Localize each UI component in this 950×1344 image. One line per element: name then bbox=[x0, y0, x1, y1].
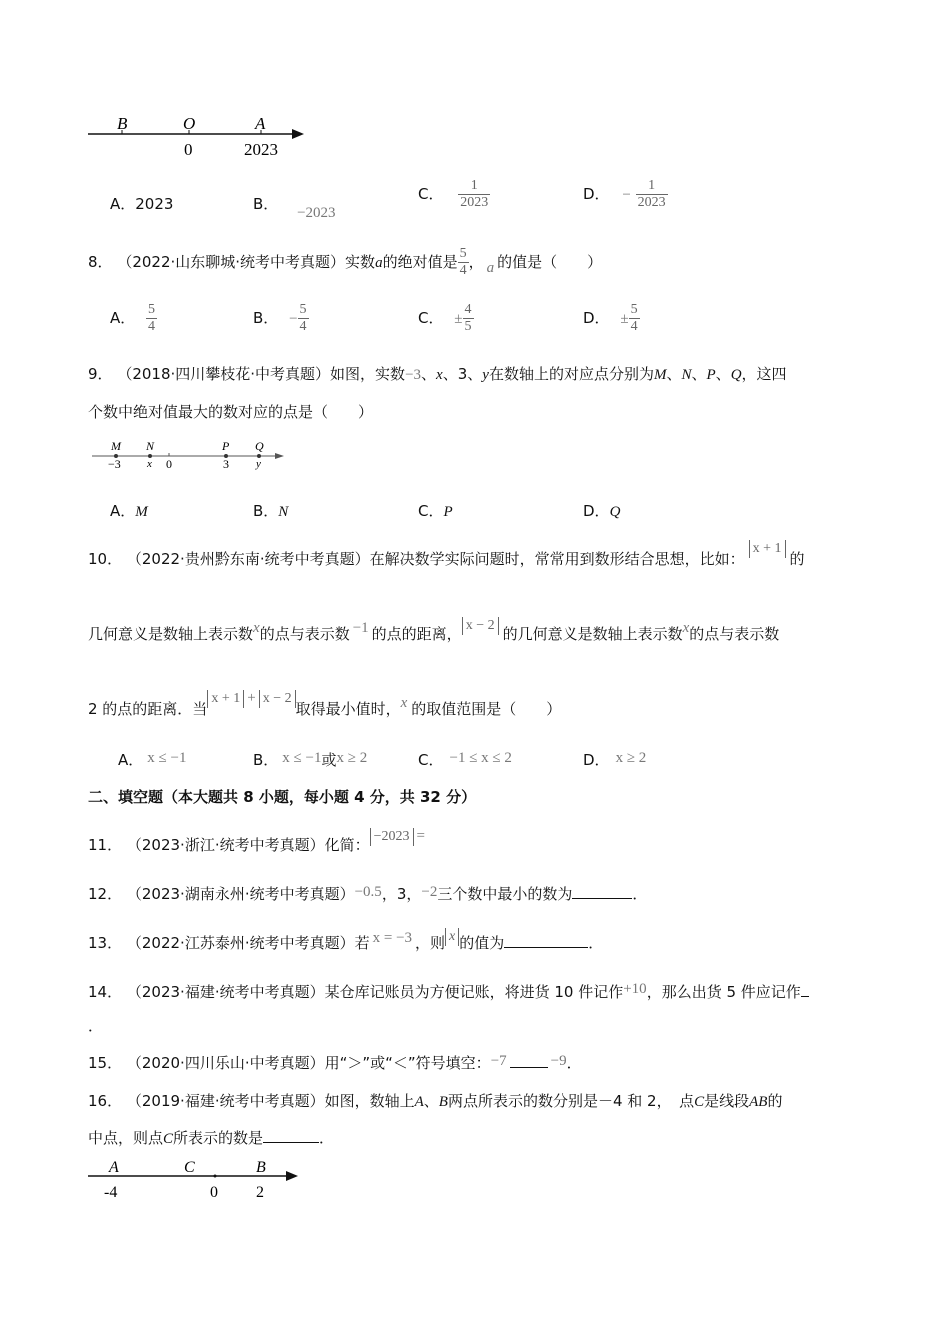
q7-option-d[interactable]: D． − $\frac{1}{2023}$ bbox=[583, 178, 666, 210]
q7-option-b-value: −2023 bbox=[297, 205, 336, 221]
q16-axis-label-c: C bbox=[184, 1159, 195, 1176]
q10-option-a[interactable]: A． x ≤ −1 bbox=[118, 750, 187, 769]
q9-point-q: Q bbox=[255, 439, 264, 453]
q16-number: 16． bbox=[88, 1092, 123, 1110]
q9-tick-y: y bbox=[256, 458, 261, 470]
q8-option-c[interactable]: C． ± $\frac{4}{5}$ bbox=[418, 302, 472, 334]
q8-fraction: $\frac{5}{4}$ bbox=[459, 246, 467, 278]
q9-tick-3: 3 bbox=[223, 457, 229, 471]
q16-axis-tick-m4: -4 bbox=[104, 1184, 118, 1201]
q9-option-d[interactable]: D．Q bbox=[583, 502, 621, 520]
q10-stem-line1: 10． （2022·贵州黔东南·统考中考真题）在解决数学实际问题时，常常用到数形结合思想，比如：x + 1的 bbox=[88, 541, 805, 568]
q9-source: （2018·四川攀枝花·中考真题） bbox=[117, 365, 331, 383]
q7-axis-label-o: O bbox=[183, 114, 196, 133]
q9-point-p: P bbox=[222, 439, 230, 453]
q15-stem: 15． （2020·四川乐山·中考真题）用“＞”或“＜”符号填空：−7 −9． bbox=[88, 1053, 582, 1072]
q13-source: （2022·江苏泰州·统考中考真题） bbox=[126, 934, 355, 952]
section-2-title: 二、填空题（本大题共 8 小题，每小题 4 分，共 32 分） bbox=[88, 788, 477, 806]
q16-stem-line2: 中点，则点C所表示的数是 ． bbox=[88, 1129, 335, 1147]
q16-source: （2019·福建·统考中考真题） bbox=[126, 1092, 325, 1110]
q12-source: （2023·湖南永州·统考中考真题） bbox=[126, 885, 355, 903]
q12-stem: 12． （2023·湖南永州·统考中考真题）−0.5，3，−2三个数中最小的数为 ． bbox=[88, 884, 648, 903]
q8-stem: 8． （2022·山东聊城·统考中考真题）实数a的绝对值是 $\frac{5}{4}$ ， a 的值是（ ） bbox=[88, 246, 603, 278]
q16-axis-tick-2: 2 bbox=[256, 1184, 264, 1201]
q9-stem-line1: 9． （2018·四川攀枝花·中考真题）如图，实数−3、x、3、y在数轴上的对应点分别为M、N、P、Q，这四 bbox=[88, 365, 787, 383]
q14-end: ． bbox=[88, 1017, 104, 1035]
q8-option-a[interactable]: A． $\frac{5}{4}$ bbox=[110, 302, 156, 334]
q7-number-line bbox=[86, 110, 316, 162]
q7-option-a-value: 2023 bbox=[135, 195, 174, 213]
q8-option-b[interactable]: B． − $\frac{5}{4}$ bbox=[253, 302, 307, 334]
q16-axis-label-a: A bbox=[109, 1159, 119, 1176]
q10-stem-line2: 几何意义是数轴上表示数x的点与表示数 −1 的点的距离， x − 2 的几何意义是数轴上表示数x的点与表示数 bbox=[88, 618, 780, 643]
q16-answer-blank[interactable] bbox=[263, 1128, 319, 1143]
q14-number: 14． bbox=[88, 983, 123, 1001]
q11-stem: 11． （2023·浙江·统考中考真题）化简： −2023 = bbox=[88, 828, 425, 854]
q7-option-c[interactable]: C． $\frac{1}{2023}$ bbox=[418, 178, 489, 210]
q13-answer-blank[interactable] bbox=[504, 933, 588, 948]
q9-option-b[interactable]: B．N bbox=[253, 502, 289, 520]
q10-stem-line3: 2 的点的距离．当x + 1 + x − 2取得最小值时，x 的取值范围是（ ） bbox=[88, 690, 562, 718]
q12-answer-blank[interactable] bbox=[572, 884, 632, 899]
q7-axis-tick-0: 0 bbox=[184, 140, 193, 159]
q9-stem-line2: 个数中绝对值最大的数对应的点是（ ） bbox=[88, 403, 374, 421]
q11-number: 11． bbox=[88, 836, 123, 854]
q7-axis-label-b: B bbox=[117, 114, 128, 133]
q9-point-m: M bbox=[111, 439, 121, 453]
q16-axis-tick-0: 0 bbox=[210, 1184, 218, 1201]
q9-number-line bbox=[88, 436, 288, 472]
q9-option-a[interactable]: A．M bbox=[110, 502, 148, 520]
q16-stem-line1: 16． （2019·福建·统考中考真题）如图，数轴上A、B两点所表示的数分别是－4 和 2， 点C是线段AB的 bbox=[88, 1092, 783, 1110]
q14-source: （2023·福建·统考中考真题） bbox=[126, 983, 325, 1001]
q16-number-line bbox=[86, 1156, 306, 1204]
q15-answer-blank[interactable] bbox=[510, 1053, 548, 1068]
q15-number: 15． bbox=[88, 1054, 123, 1072]
q9-option-c[interactable]: C．P bbox=[418, 502, 453, 520]
q7-option-d-fraction: $\frac{1}{2023}$ bbox=[637, 178, 666, 210]
q7-option-a[interactable]: A．2023 bbox=[110, 195, 174, 213]
q7-option-b[interactable]: B． −2023 bbox=[253, 195, 336, 221]
q9-tick-x: x bbox=[147, 458, 152, 470]
q10-number: 10． bbox=[88, 550, 123, 568]
q10-option-b[interactable]: B． x ≤ −1或x ≥ 2 bbox=[253, 750, 368, 769]
q16-axis-label-b: B bbox=[256, 1159, 266, 1176]
q10-option-d[interactable]: D． x ≥ 2 bbox=[583, 750, 647, 769]
q14-stem: 14． （2023·福建·统考中考真题）某仓库记账员为方便记账，将进货 10 件记作+10，那么出货 5 件应记作 bbox=[88, 981, 809, 1002]
q15-source: （2020·四川乐山·中考真题） bbox=[126, 1054, 325, 1072]
q9-tick-0: 0 bbox=[166, 457, 172, 471]
q7-axis-tick-2023: 2023 bbox=[244, 140, 278, 159]
q10-source: （2022·贵州黔东南·统考中考真题） bbox=[126, 550, 370, 568]
q14-answer-blank[interactable] bbox=[801, 982, 809, 997]
q12-number: 12． bbox=[88, 885, 123, 903]
q9-tick-m3: −3 bbox=[108, 457, 121, 471]
q9-number: 9． bbox=[88, 365, 113, 383]
q13-stem: 13． （2022·江苏泰州·统考中考真题）若 x = −3 ，则 x 的值为 ． bbox=[88, 929, 604, 952]
q11-source: （2023·浙江·统考中考真题） bbox=[126, 836, 325, 854]
q7-axis-label-a: A bbox=[255, 114, 266, 133]
q10-option-c[interactable]: C． −1 ≤ x ≤ 2 bbox=[418, 750, 512, 769]
q8-source: （2022·山东聊城·统考中考真题） bbox=[117, 253, 346, 271]
q9-point-n: N bbox=[146, 439, 155, 453]
q8-number: 8． bbox=[88, 253, 113, 271]
q7-option-c-fraction: $\frac{1}{2023}$ bbox=[460, 178, 489, 210]
q13-number: 13． bbox=[88, 934, 123, 952]
q8-option-d[interactable]: D． ± $\frac{5}{4}$ bbox=[583, 302, 638, 334]
